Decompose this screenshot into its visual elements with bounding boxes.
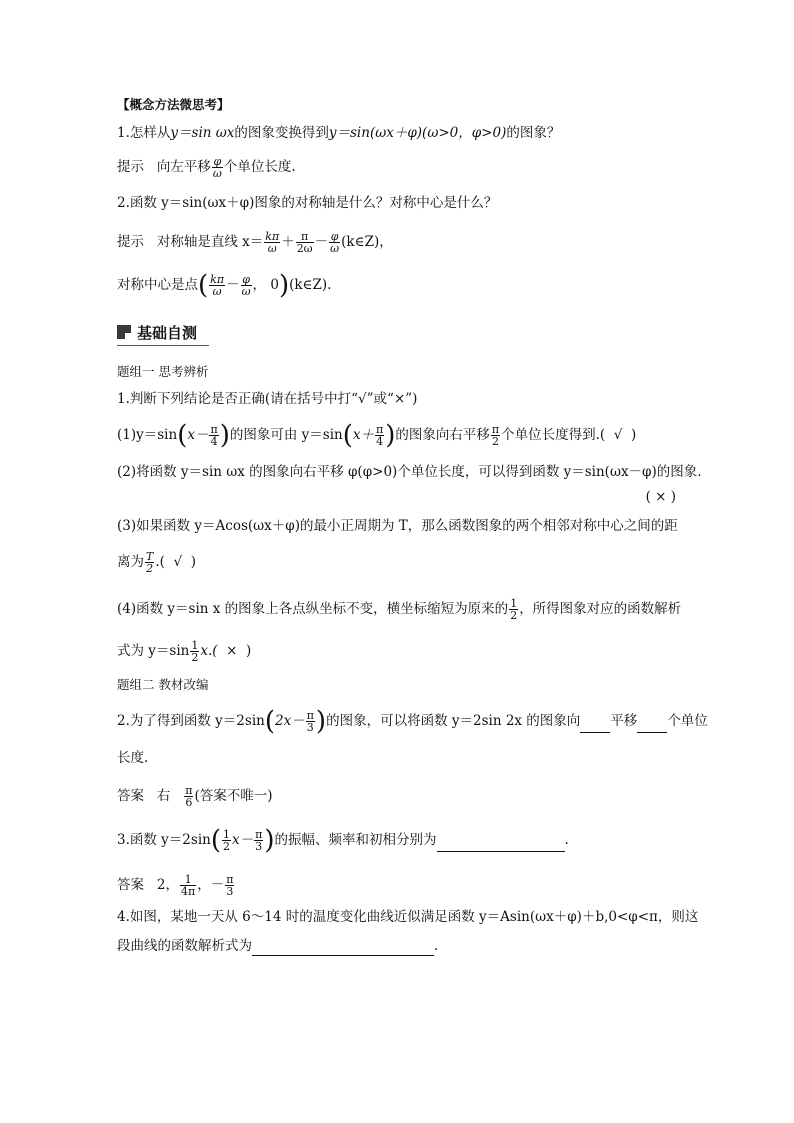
answer-3: 答案 2， $\frac{1}{4\pi}$ ，－ $\frac{\pi}{3}$ [117,873,234,898]
statement-4: (4)函数 y＝sin x 的图象上各点纵坐标不变，横坐标缩短为原来的 $\frac{1}{2}$ ，所得图象对应的函数解析 [117,597,682,622]
section-divider [117,345,209,346]
answer-2: 答案 右 $\frac{\pi}{6}$ (答案不唯一) [117,784,273,809]
concept-question-1: 1.怎样从y＝sin ωx的图象变换得到y＝sin(ωx＋φ)(ω>0，φ>0)的图象？ [117,125,561,141]
statement-3-cont: 离为 $\frac{T}{2}$ .( √ ) [117,550,196,575]
concept-box-title: 【概念方法微思考】 [117,97,230,112]
concept-hint-2: 提示 对称轴是直线 x＝ $\frac{k\pi}{\omega}$ ＋ $\frac{\pi}{2\omega}$ － $\frac{\varphi}{\omega}$ (k∈Z)， [117,230,393,255]
blank-direction [580,718,610,733]
section-title: 基础自测 [137,324,198,342]
group2-question-4-cont: 段曲线的函数解析式为 . [117,938,439,954]
group2-title: 题组二 教材改编 [117,677,209,692]
statement-4-cont: 式为 y＝sin $\frac{1}{2}$ x.( × ) [117,639,252,664]
group1-title: 题组一 思考辨析 [117,364,209,379]
answer-mark-1: √ [613,427,623,443]
answer-mark-2: ( × ) [645,489,676,505]
statement-1: (1)y＝sin(x－ $\frac{\pi}{4}$ )的图象可由 y＝sin(x＋ $\frac{\pi}{4}$ )的图象向右平移 $\frac{\pi}{2}$ 个单位长度得到.( √ ) [117,420,637,451]
concept-question-2: 2.函数 y＝sin(ωx＋φ)图象的对称轴是什么？对称中心是什么？ [117,195,498,211]
statement-2: (2)将函数 y＝sin ωx 的图象向右平移 φ(φ>0)个单位长度，可以得到函数 y＝sin(ωx－φ)的图象. [117,464,702,480]
group2-question-4: 4.如图，某地一天从 6～14 时的温度变化曲线近似满足函数 y＝Asin(ωx＋φ)＋b,0<φ<π，则这 [117,909,699,925]
answer-mark-4: × [226,643,238,659]
blank-answer-4 [252,941,434,956]
concept-hint-2-center: 对称中心是点( $\frac{k\pi}{\omega}$ － $\frac{\varphi}{\omega}$ ， 0)(k∈Z). [117,270,332,301]
blank-answer-3 [437,837,565,852]
answer-mark-3: √ [173,554,183,570]
group2-question-2-cont: 长度. [117,750,149,766]
group2-question-2: 2.为了得到函数 y＝2sin(2x－ $\frac{\pi}{3}$ )的图象，可以将函数 y＝2sin 2x 的图象向 平移 个单位 [117,706,708,737]
group1-question-1: 1.判断下列结论是否正确(请在括号中打“√”或“×”) [117,391,418,407]
section-square-icon [117,325,131,339]
concept-hint-1: 提示 向左平移 $\frac{\varphi}{\omega}$ 个单位长度. [117,155,296,180]
statement-3: (3)如果函数 y＝Acos(ωx＋φ)的最小正周期为 T，那么函数图象的两个相邻对称中心之间的距 [117,518,678,534]
blank-amount [637,718,667,733]
group2-question-3: 3.函数 y＝2sin( $\frac{1}{2}$ x－ $\frac{\pi}{3}$ )的振幅、频率和初相分别为 . [117,825,569,856]
